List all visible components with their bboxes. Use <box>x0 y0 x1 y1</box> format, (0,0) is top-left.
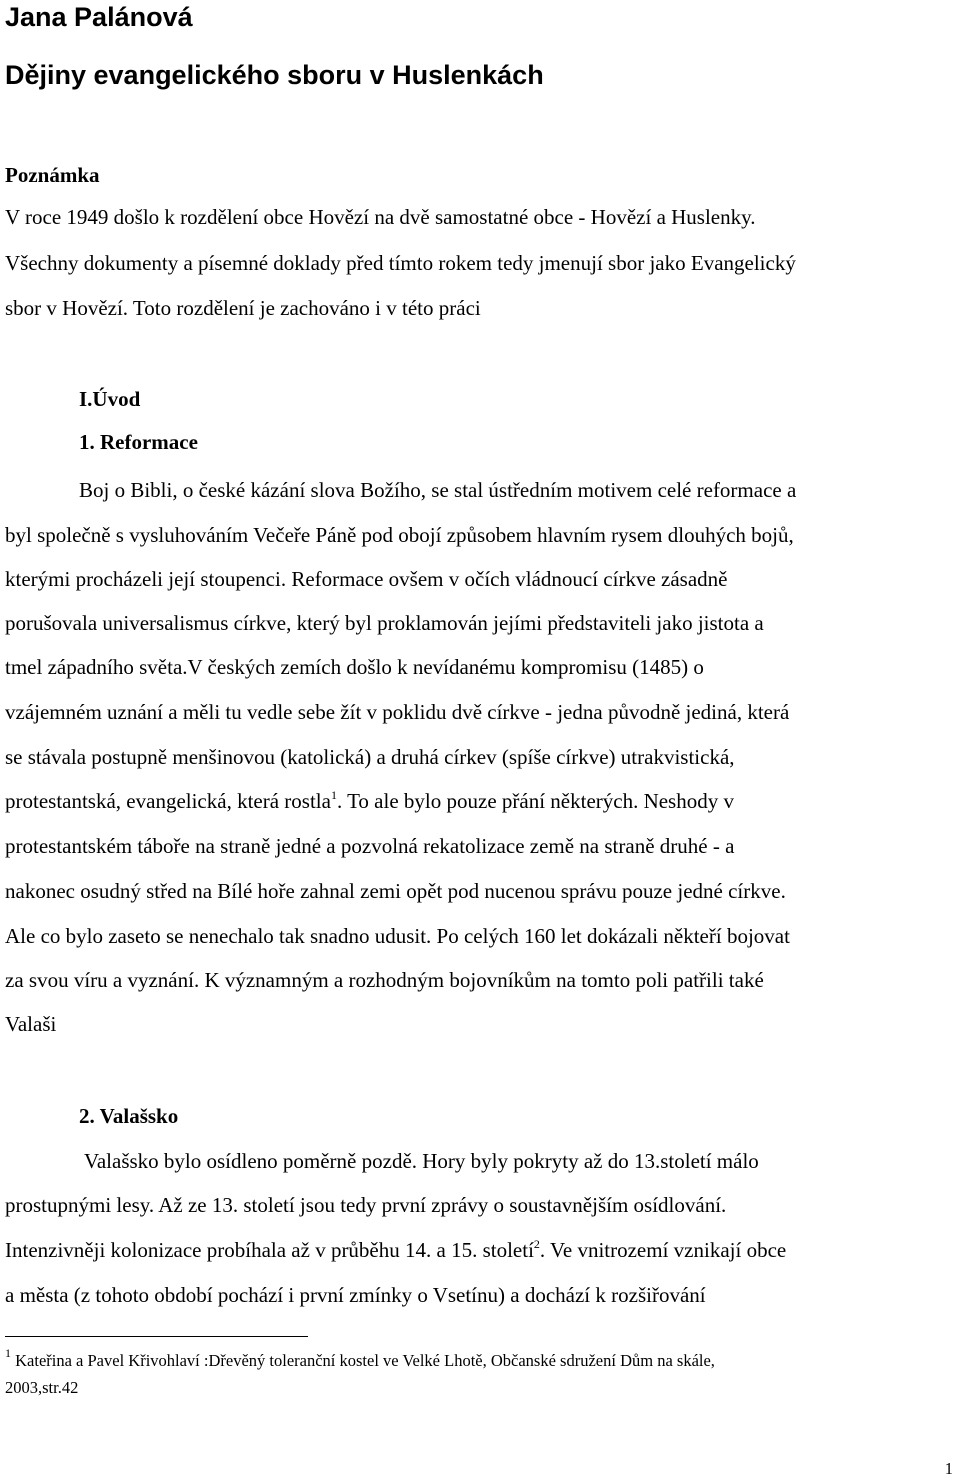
section-heading-valassko: 2. Valašsko <box>79 1104 179 1128</box>
paragraph-line: porušovala universalismus církve, který byl proklamován jejími představiteli jako jistota a <box>5 611 764 635</box>
paragraph-line: vzájemném uznání a měli tu vedle sebe žít v poklidu dvě církve - jedna původně jediná, která <box>5 700 790 724</box>
paragraph-text: . To ale bylo pouze přání některých. Neshody v <box>336 789 734 813</box>
paragraph-line: kterými procházeli její stoupenci. Reformace ovšem v očích vládnoucí církve zásadně <box>5 567 728 591</box>
note-line: V roce 1949 došlo k rozdělení obce Hovězí na dvě samostatné obce - Hovězí a Huslenky. <box>5 205 756 229</box>
footnote-reference: 2 <box>533 1237 540 1251</box>
footnote-text: Kateřina a Pavel Křivohlaví :Dřevěný toleranční kostel ve Velké Lhotě, Občanské sdružení Dům na skále, <box>11 1351 715 1370</box>
footnote-reference: 1 <box>330 788 337 802</box>
paragraph-line: se stávala postupně menšinovou (katolická) a druhá církev (spíše církve) utrakvistická, <box>5 745 735 769</box>
paragraph-text: protestantská, evangelická, která rostla <box>5 789 331 813</box>
author-name: Jana Palánová <box>5 2 193 32</box>
chapter-heading: I.Úvod <box>79 387 141 411</box>
paragraph-text: . Ve vnitrozemí vznikají obce <box>539 1238 787 1262</box>
footnote-separator <box>5 1336 308 1337</box>
paragraph-line: a města (z tohoto období pochází i první zmínky o Vsetínu) a dochází k rozšiřování <box>5 1283 706 1307</box>
note-line: sbor v Hovězí. Toto rozdělení je zachováno i v této práci <box>5 296 481 320</box>
footnote-marker: 1 <box>5 1346 11 1360</box>
paragraph-line: Ale co bylo zaseto se nenechalo tak snadno udusit. Po celých 160 let dokázali někteří bojovat <box>5 924 790 948</box>
page-number: 1 <box>944 1459 953 1478</box>
footnote-line <box>5 1346 715 1372</box>
footnote-line: 2003,str.42 <box>5 1378 79 1397</box>
paragraph-line <box>5 1236 786 1264</box>
paragraph-line: prostupnými lesy. Až ze 13. století jsou tedy první zprávy o soustavnějším osídlování. <box>5 1193 727 1217</box>
paragraph-line: Boj o Bibli, o české kázání slova Božího, se stal ústředním motivem celé reformace a <box>79 478 797 502</box>
note-heading: Poznámka <box>5 163 100 187</box>
paragraph-line: za svou víru a vyznání. K významným a rozhodným bojovníkům na tomto poli patřili také <box>5 968 764 992</box>
note-line: Všechny dokumenty a písemné doklady před tímto rokem tedy jmenují sbor jako Evangelický <box>5 251 796 275</box>
document-title: Dějiny evangelického sboru v Huslenkách <box>5 60 544 90</box>
paragraph-line: Valašsko bylo osídleno poměrně pozdě. Hory byly pokryty až do 13.století málo <box>84 1149 759 1173</box>
paragraph-line: nakonec osudný střed na Bílé hoře zahnal zemi opět pod nucenou správu pouze jedné církve. <box>5 879 786 903</box>
paragraph-line: tmel západního světa.V českých zemích došlo k nevídanému kompromisu (1485) o <box>5 655 704 679</box>
paragraph-line: protestantském táboře na straně jedné a pozvolná rekatolizace země na straně druhé - a <box>5 834 735 858</box>
paragraph-text: Intenzivněji kolonizace probíhala až v průběhu 14. a 15. století <box>5 1238 534 1262</box>
paragraph-line: byl společně s vysluhováním Večeře Páně pod obojí způsobem hlavním rysem dlouhých bojů, <box>5 523 794 547</box>
paragraph-line <box>5 787 734 815</box>
section-heading-reformace: 1. Reformace <box>79 430 198 454</box>
paragraph-line: Valaši <box>5 1012 57 1036</box>
